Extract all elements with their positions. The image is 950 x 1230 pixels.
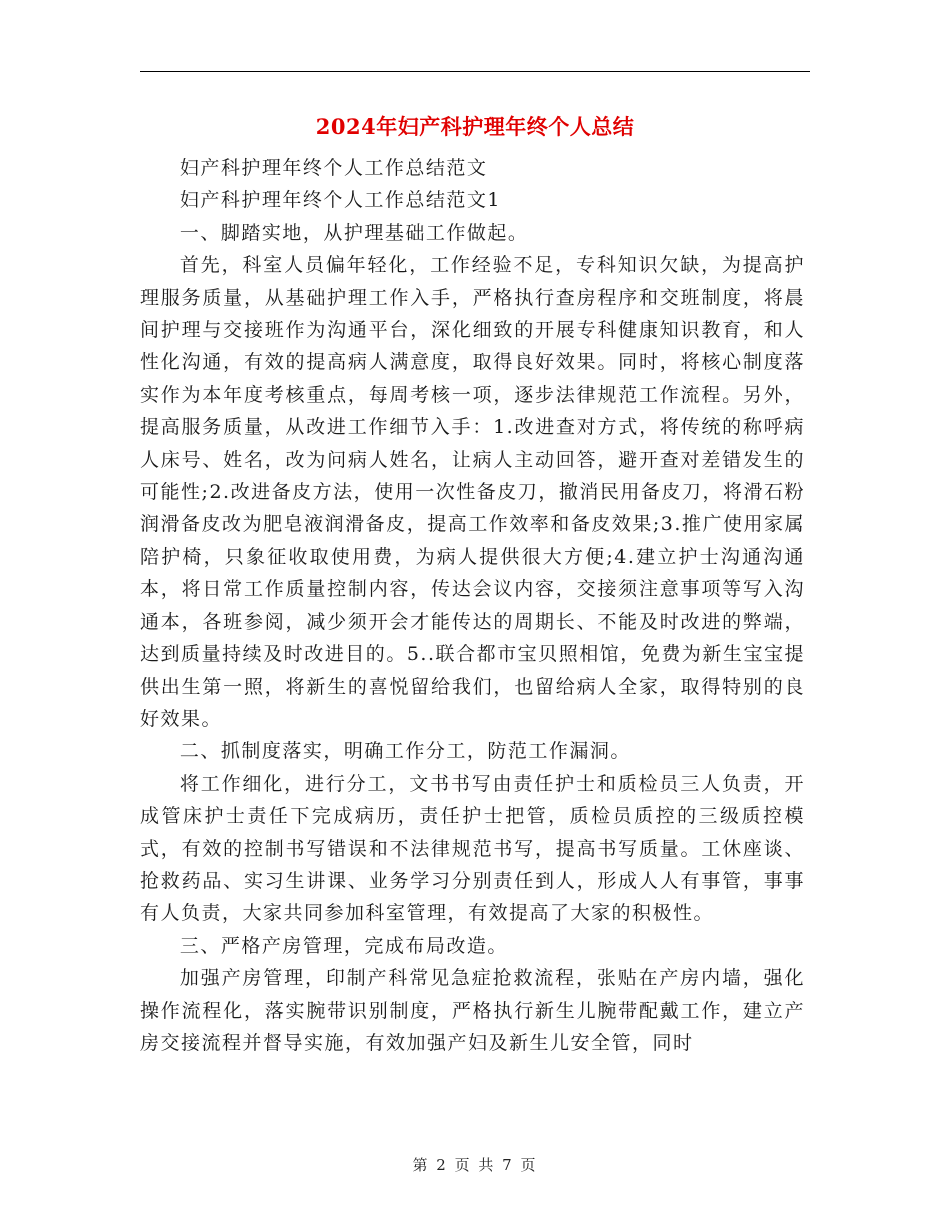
section-heading: 三、严格产房管理，完成布局改造。: [179, 934, 508, 957]
section-heading: 一、脚踏实地，从护理基础工作做起。: [179, 221, 529, 244]
document-title: 2024年妇产科护理年终个人总结: [315, 114, 635, 139]
paragraph: 妇产科护理年终个人工作总结范文1: [179, 189, 501, 212]
document-body: [140, 152, 805, 1059]
header-rule: [140, 71, 810, 72]
paragraph: 首先，科室人员偏年轻化，工作经验不足，专科知识欠缺，为提高护理服务质量，从基础护理工作入手，严格执行查房程序和交班制度，将晨间护理与交接班作为沟通平台，深化细致的开展专科健康知识教育，和人性化沟通，有效的提高病人满意度，取得良好效果。同时，将核心制度落实作为本年度考核重点，每周考核一项，逐步法律规范工作流程。另外，提高服务质量，从改进工作细节入手：1.改进查对方式，将传统的称呼病人床号、姓名，改为问病人姓名，让病人主动回答，避开查对差错发生的可能性;2.改进备皮方法，使用一次性备皮刀，撤消民用备皮刀，将滑石粉润滑备皮改为肥皂液润滑备皮，提高工作效率和备皮效果;3.推广使用家属陪护椅，只象征收取使用费，为病人提供很大方便;4.建立护士沟通沟通本，将日常工作质量控制内容，传达会议内容，交接须注意事项等写入沟通本，各班参阅，减少须开会才能传达的周期长、不能及时改进的弊端，达到质量持续及时改进目的。5..联合都市宝贝照相馆，免费为新生宝宝提供出生第一照，将新生的喜悦留给我们，也留给病人全家，取得特别的良好效果。: [140, 254, 805, 730]
paragraph: 将工作细化，进行分工，文书书写由责任护士和质检员三人负责，开成管床护士责任下完成病历，责任护士把管，质检员质控的三级质控模式，有效的控制书写错误和不法律规范书写，提高书写质量。工休座谈、抢救药品、实习生讲课、业务学习分别责任到人，形成人人有事管，事事有人负责，大家共同参加科室管理，有效提高了大家的积极性。: [140, 772, 805, 925]
page-number: 第 2 页 共 7 页: [412, 1156, 538, 1174]
paragraph: 妇产科护理年终个人工作总结范文: [179, 157, 488, 179]
paragraph: 加强产房管理，印制产科常见急症抢救流程，张贴在产房内墙，强化操作流程化，落实腕带识别制度，严格执行新生儿腕带配戴工作，建立产房交接流程并督导实施，有效加强产妇及新生儿安全管，同时: [140, 967, 805, 1054]
section-heading: 二、抓制度落实，明确工作分工，防范工作漏洞。: [179, 740, 631, 763]
